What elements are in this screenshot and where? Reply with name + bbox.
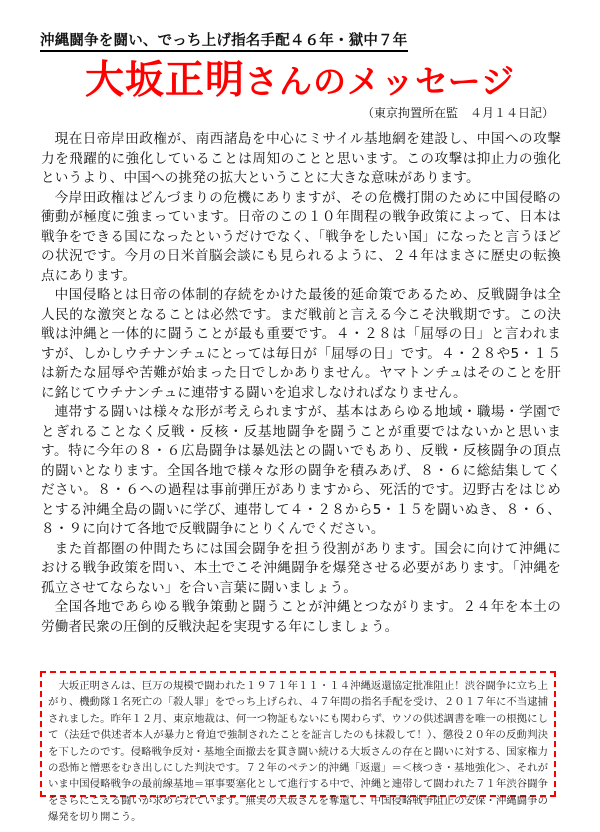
box-text: 大坂正明さんは、巨万の規模で闘われた１９７１年１１・１４沖縄返還協定批准阻止！渋谷闘争に立ち上がり、機動隊１名死亡の「殺人罪」をでっち上げられ、４７年間の指名手配を受け、２０１７年に不当逮捕されました。昨年１２月、東京地裁は、何一つ物証もないにも関わらず、ウソの供述調書を唯一の根拠にして（法廷で供述者本人が暴力と脅迫で強制されたことを証言したのも抹殺して！）、懲役２０年の反動判決を下したのです。侵略戦争反対・基地全面撤去を貫き闘い続ける大坂さんの存在と闘いに対する、国家権力の恐怖と憎悪をむき出しにした判決です。７２年のペテン的沖縄「返還」＝＜核つき・基地強化＞、それがいま中国侵略戦争の最前線基地＝軍事要塞化として進行する中で、沖縄と連帯して闘われた７１年渋谷闘争をさらにこえる闘いが求められています。無実の大坂さんを奪還し、中国侵略戦争阻止の安保・沖縄闘争の爆発を切り開こう。 [48, 680, 548, 824]
title-suffix: さんのメッセージ [244, 62, 516, 101]
paragraph: 全国各地であらゆる戦争策動と闘うことが沖縄とつながります。２４年を本土の労働者民衆の圧倒的反戦決起を実現する年にしましょう。 [41, 599, 561, 635]
title-name: 大坂正明 [84, 58, 245, 103]
page-title [0, 58, 600, 105]
paragraph: 中国侵略とは日帝の体制的存続をかけた最後的延命策であるため、反戦闘争は全人民的な激突となることは必然です。まだ戦前と言える今こそ決戦期です。この決戦は沖縄と一体的に闘うことが最も重要です。４・２８は「屈辱の日」と言われますが、しかしウチナンチュにとっては毎日が「屈辱の日」です。４・２８や5・１５は新たな屈辱や苦難が始まった日でしかありません。ヤマトンチュはそのことを肝に銘じてウチナンチュに連帯する闘いを追求しなければなりません。 [41, 287, 561, 401]
background-info-box [40, 671, 556, 824]
kicker-headline: 沖縄闘争を闘い、でっち上げ指名手配４６年・獄中７年 [40, 33, 408, 52]
message-body [41, 130, 561, 637]
paragraph: 連帯する闘いは様々な形が考えられますが、基本はあらゆる地域・職場・学園でとぎれることなく反戦・反核・反基地闘争を闘うことが重要ではないかと思います。特に今年の８・６広島闘争は暴処法との闘いでもあり、反戦・反核闘争の頂点的闘いとなります。全国各地で様々な形の闘争を積みあげ、８・６に総結集してください。８・６への過程は事前弾圧がありますから、死活的です。辺野古をはじめとする沖縄全島の闘いに学び、連帯して４・２８から5・１５を闘いぬき、８・６、８・９に向けて各地で反戦闘争にとりくんでください。 [41, 404, 561, 537]
paragraph: また首都圏の仲間たちには国会闘争を担う役割があります。国会に向けて沖縄における戦争政策を問い、本土でこそ沖縄闘争を爆発させる必要があります。「沖縄を孤立させてならない」を合い言葉に闘いましょう。 [41, 540, 561, 596]
paragraph: 今岸田政権はどんづまりの危機にありますが、その危機打開のために中国侵略の衝動が極度に強まっています。日帝のこの１０年間程の戦争政策によって、日本は戦争をできる国になったというだけでなく、「戦争をしたい国」になったと言うほどの状況です。今月の日米首脳会談にも見られるように、２４年はまさに歴史の転換点にあります。 [41, 189, 561, 284]
dateline: （東京拘置所在監 ４月１４日記） [362, 106, 555, 120]
paragraph: 現在日帝岸田政権が、南西諸島を中心にミサイル基地網を建設し、中国への攻撃力を飛躍的に強化していることは周知のことと思います。この攻撃は抑止力の強化というより、中国への挑発の拡大ということに大きな意味があります。 [41, 131, 561, 186]
